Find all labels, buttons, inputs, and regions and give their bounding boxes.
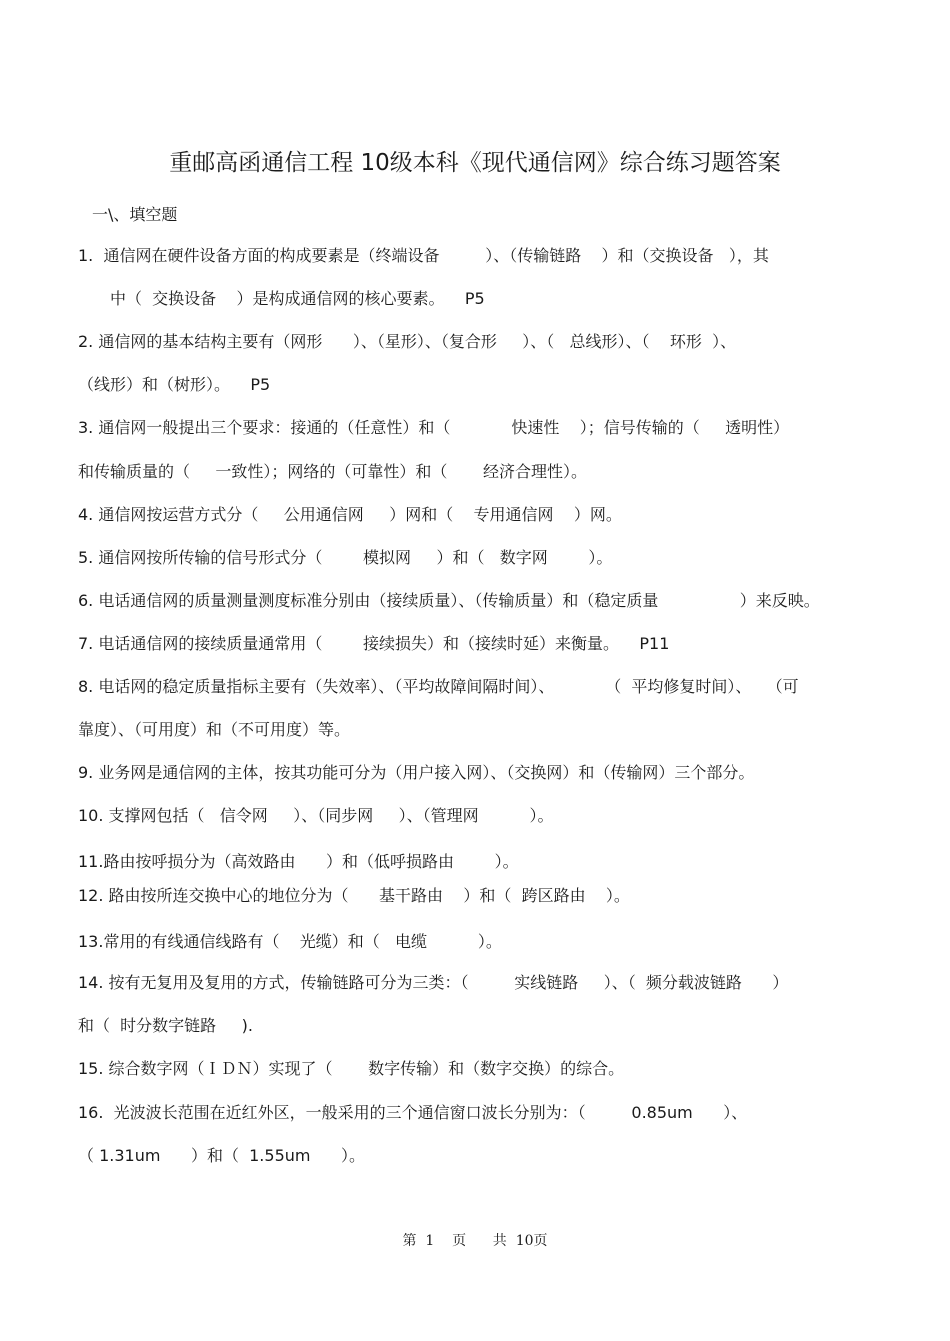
question-1-line-1: 1. 通信网在硬件设备方面的构成要素是（终端设备 ）、（传输链路 ）和（交换设备 ），其 (78, 246, 769, 265)
question-15: 15. 综合数字网（ＩＤＮ）实现了（ 数字传输）和（数字交换）的综合。 (78, 1059, 625, 1078)
question-8-line-1: 8. 电话网的稳定质量指标主要有（失效率）、（平均故障间隔时间）、 （ 平均修复时间）、 （可 (78, 677, 799, 696)
question-14-line-1: 14. 按有无复用及复用的方式，传输链路可分为三类：（ 实线链路 ）、（ 频分载波链路 ） (78, 973, 789, 992)
question-4: 4. 通信网按运营方式分（ 公用通信网 ）网和（ 专用通信网 ）网。 (78, 505, 622, 524)
question-14-line-2: 和（ 时分数字链路 ). (78, 1016, 253, 1035)
question-1-line-2: 中（ 交换设备 ）是构成通信网的核心要素。 P5 (110, 289, 485, 308)
question-10: 10. 支撑网包括（ 信令网 ）、（同步网 ）、（管理网 ）。 (78, 806, 554, 825)
question-11: 11.路由按呼损分为（高效路由 ）和（低呼损路由 ）。 (78, 852, 519, 871)
question-6: 6. 电话通信网的质量测量测度标准分别由（接续质量）、（传输质量）和（稳定质量 ）来反映。 (78, 591, 820, 610)
question-9: 9. 业务网是通信网的主体，按其功能可分为（用户接入网）、（交换网）和（传输网）三个部分。 (78, 763, 755, 782)
question-2-line-2: （线形）和（树形）。 P5 (78, 375, 271, 394)
question-3-line-2: 和传输质量的（ 一致性）；网络的（可靠性）和（ 经济合理性）。 (78, 462, 588, 481)
question-3-line-1: 3. 通信网一般提出三个要求：接通的（任意性）和（ 快速性 ）；信号传输的（ 透明性） (78, 418, 790, 437)
question-16-line-1: 16. 光波波长范围在近红外区，一般采用的三个通信窗口波长分别为：（ 0.85um ）、 (78, 1103, 748, 1122)
question-5: 5. 通信网按所传输的信号形式分（ 模拟网 ）和（ 数字网 ）。 (78, 548, 613, 567)
question-7: 7. 电话通信网的接续质量通常用（ 接续损失）和（接续时延）来衡量。 P11 (78, 634, 670, 653)
question-2-line-1: 2. 通信网的基本结构主要有（网形 ）、（星形）、（复合形 ）、（ 总线形）、（ 环形 ）、 (78, 332, 737, 351)
question-8-line-2: 靠度）、（可用度）和（不可用度）等。 (78, 720, 351, 739)
section-heading: 一\、填空题 (92, 205, 178, 224)
question-16-line-2: （ 1.31um ）和（ 1.55um ）。 (78, 1146, 365, 1165)
question-13: 13.常用的有线通信线路有（ 光缆）和（ 电缆 ）。 (78, 932, 502, 951)
question-12: 12. 路由按所连交换中心的地位分为（ 基干路由 ）和（ 跨区路由 ）。 (78, 886, 630, 905)
page-title: 重邮高函通信工程 10级本科《现代通信网》综合练习题答案 (169, 150, 781, 176)
page-footer: 第 1 页 共 10页 (402, 1233, 548, 1249)
